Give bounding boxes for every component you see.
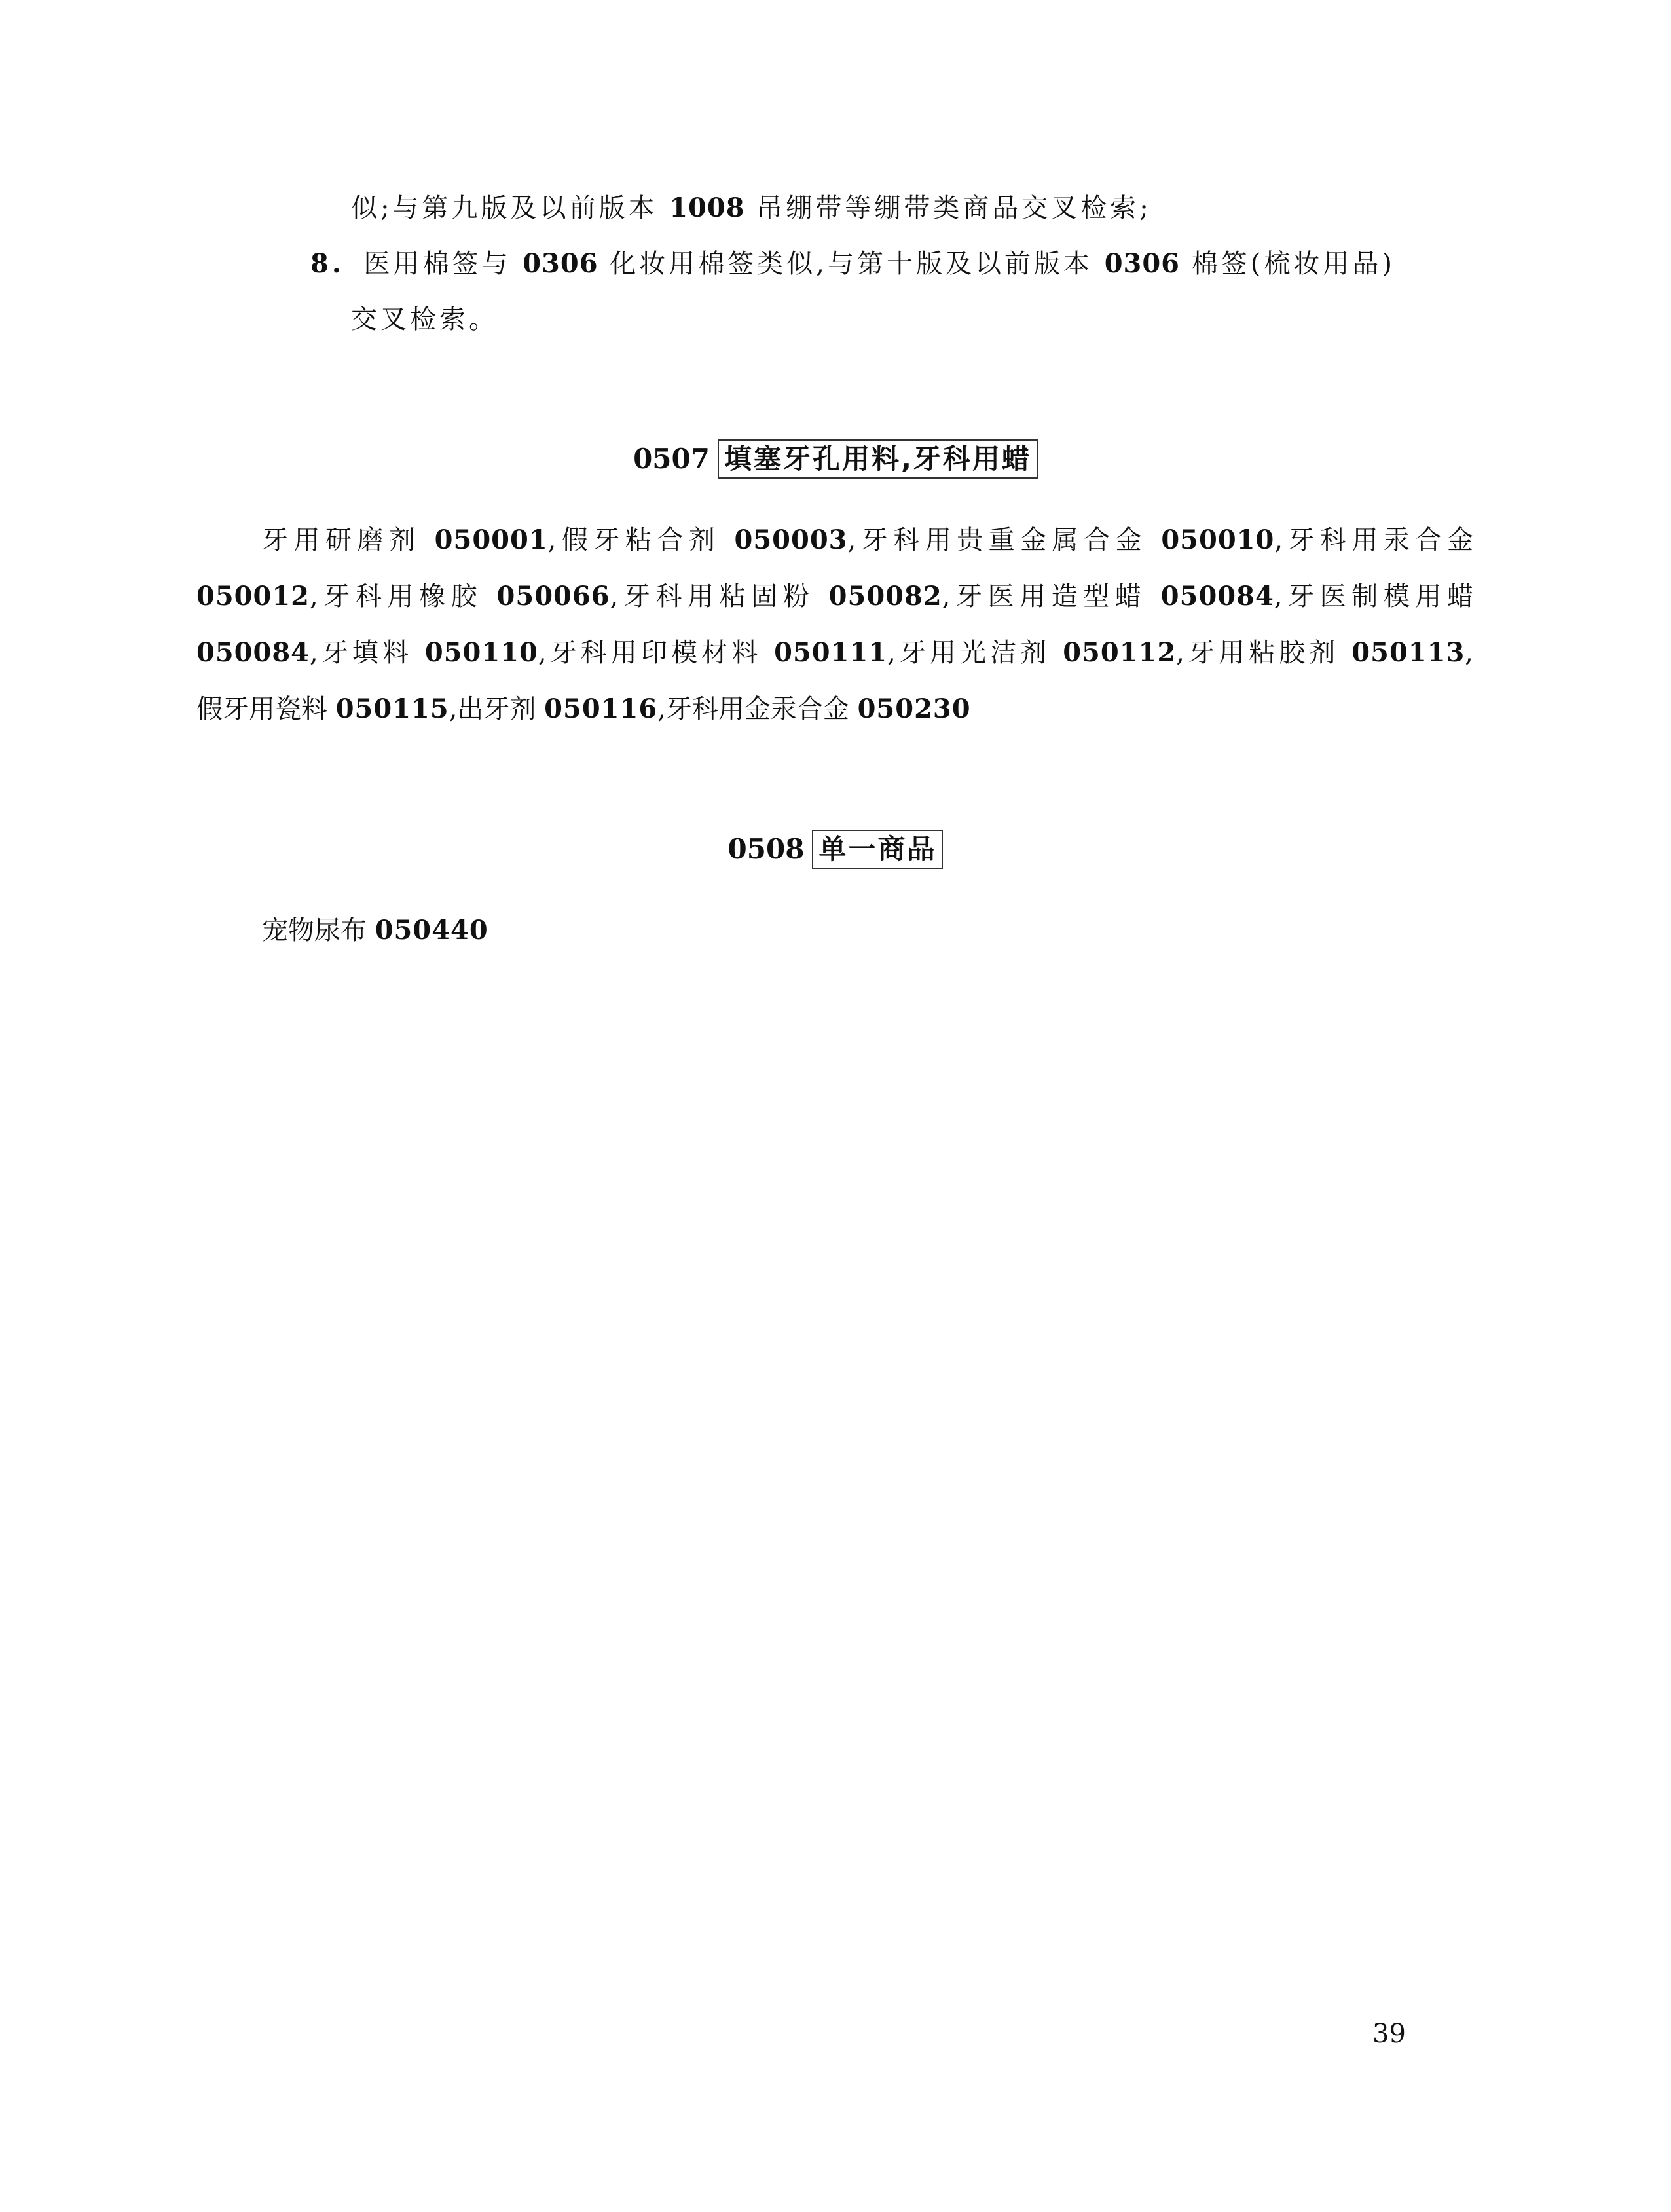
note-text: 医用棉签与 [363, 249, 511, 279]
goods-code: 050115 [335, 693, 449, 724]
goods-code: 050112 [1063, 637, 1177, 668]
note-text: 交叉检索。 [351, 304, 498, 335]
item-number: 8. [310, 248, 344, 279]
goods-name: ,牙用光洁剂 [887, 638, 1063, 668]
goods-code: 050010 [1161, 525, 1275, 555]
goods-name: ,牙医用造型蜡 [942, 581, 1161, 612]
goods-code: 050084 [1160, 581, 1274, 612]
note-text: 棉签(梳妆用品) [1191, 249, 1395, 279]
goods-name: ,假牙粘合剂 [547, 525, 735, 555]
goods-code: 050012 [196, 581, 310, 612]
goods-name: 牙用研磨剂 [262, 525, 435, 555]
goods-name: ,牙科用贵重金属合金 [847, 525, 1162, 555]
goods-name: 假牙用瓷料 [196, 694, 336, 724]
goods-name: 宠物尿布 [262, 915, 375, 946]
goods-name: ,牙科用粘固粉 [610, 581, 829, 612]
note-text: 化妆用棉签类似,与第十版及以前版本 [610, 249, 1093, 279]
goods-code: 050111 [774, 637, 888, 668]
goods-code: 050066 [496, 581, 610, 612]
note-item-8-continuation [351, 301, 498, 338]
goods-name: ,牙科用橡胶 [310, 581, 497, 612]
section-title-box: 填塞牙孔用料,牙科用蜡 [718, 439, 1038, 479]
goods-list-line-4 [196, 691, 1473, 728]
goods-list-line-1 [262, 522, 1473, 559]
class-code: 0306 [1104, 248, 1181, 279]
goods-code: 050440 [375, 915, 488, 946]
note-item-8 [310, 246, 1395, 282]
section-code: 0508 [727, 833, 805, 865]
class-code: 0306 [523, 248, 598, 279]
goods-code: 050082 [828, 581, 942, 612]
section-heading-0508 [0, 830, 1671, 869]
goods-name: ,牙填料 [310, 638, 425, 668]
goods-code: 050084 [196, 637, 310, 668]
goods-list-line-3 [196, 635, 1473, 671]
goods-code: 050110 [424, 637, 538, 668]
goods-list-line-2 [196, 578, 1473, 615]
goods-code: 050001 [434, 525, 548, 555]
goods-name: ,出牙剂 [449, 694, 545, 724]
goods-name: , [1465, 638, 1473, 668]
note-continuation-line [351, 190, 1152, 227]
goods-code: 050003 [734, 525, 848, 555]
goods-name: ,牙科用印模材料 [538, 638, 775, 668]
goods-list-line-1 [262, 912, 1473, 949]
note-text: 似;与第九版及以前版本 [351, 193, 658, 223]
goods-code: 050116 [544, 693, 658, 724]
goods-name: ,牙医制模用蜡 [1274, 581, 1474, 612]
goods-name: ,牙科用金汞合金 [657, 694, 858, 724]
section-code: 0507 [633, 443, 710, 475]
goods-name: ,牙用粘胶剂 [1176, 638, 1352, 668]
goods-name: ,牙科用汞合金 [1274, 525, 1473, 555]
section-title-box: 单一商品 [812, 830, 943, 869]
goods-code: 050230 [857, 693, 971, 724]
page-number: 39 [1372, 2019, 1406, 2049]
goods-code: 050113 [1351, 637, 1465, 668]
section-heading-0507 [0, 439, 1671, 479]
class-code: 1008 [669, 193, 745, 223]
note-text: 吊绷带等绷带类商品交叉检索; [756, 193, 1152, 223]
